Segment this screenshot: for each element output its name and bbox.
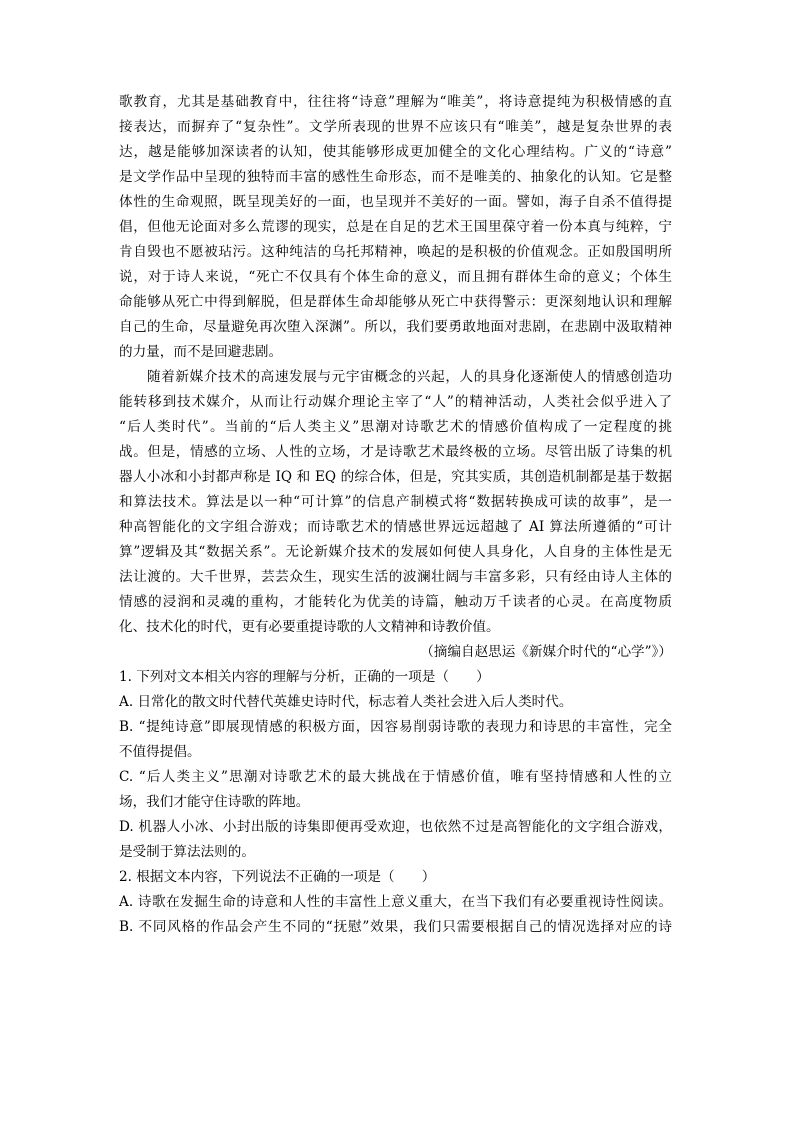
option-b: B. “提纯诗意”即展现情感的积极方面，因容易削弱诗歌的表现力和诗思的丰富性，完全 [119,719,672,735]
question-stem: 2. 根据文本内容，下列说法不正确的一项是（ ） [119,869,436,885]
paragraph-line: 歌教育，尤其是基础教育中，往往将“诗意”理解为“唯美”，将诗意提纯为积极情感的直 [119,94,672,110]
paragraph-line: 战。但是，情感的立场、人性的立场，才是诗歌艺术最终极的立场。尽管出版了诗集的机 [119,444,672,460]
paragraph-line: 和算法技术。算法是以一种“可计算”的信息产制模式将“数据转换成可读的故事”，是一 [119,494,672,510]
paragraph-line: 是文学作品中呈现的独特而丰富的感性生命形态，而不是唯美的、抽象化的认知。它是整 [119,169,672,185]
paragraph-line: “后人类时代”。当前的“后人类主义”思潮对诗歌艺术的情感价值构成了一定程度的挑 [119,419,672,435]
paragraph-line: 能转移到技术媒介，从而让行动媒介理论主宰了“人”的精神活动，人类社会似乎进入了 [119,394,672,410]
option-b-continued: 不值得提倡。 [119,744,201,760]
paragraph-line: 肯自毁也不愿被玷污。这种纯洁的乌托邦精神，唤起的是积极的价值观念。正如殷国明所 [119,244,672,260]
paragraph-line: 自己的生命，尽量避免再次堕入深渊”。所以，我们要勇敢地面对悲剧，在悲剧中汲取精神 [119,319,672,335]
option-b: B. 不同风格的作品会产生不同的“抚慰”效果，我们只需要根据自己的情况选择对应的诗 [119,919,672,935]
question-stem: 1. 下列对文本相关内容的理解与分析，正确的一项是（ ） [119,669,490,685]
paragraph-line: 倡，但他无论面对多么荒谬的现实，总是在自足的艺术王国里葆守着一份本真与纯粹，宁 [119,219,672,235]
paragraph-line: 种高智能化的文字组合游戏；而诗歌艺术的情感世界远远超越了 AI 算法所遵循的“可计 [119,519,672,535]
paragraph-line: 达，越是能够加深读者的认知，使其能够形成更加健全的文化心理结构。广义的“诗意” [119,144,672,160]
paragraph-line: 接表达，而摒弃了“复杂性”。文学所表现的世界不应该只有“唯美”，越是复杂世界的表 [119,119,672,135]
source-attribution: （摘编自赵思运《新媒介时代的“心学”》） [420,644,672,660]
option-a: A. 日常化的散文时代替代英雄史诗时代，标志着人类社会进入后人类时代。 [119,694,573,710]
option-d: D. 机器人小冰、小封出版的诗集即便再受欢迎，也依然不过是高智能化的文字组合游戏， [119,819,672,835]
paragraph-line: 算”逻辑及其“数据关系”。无论新媒介技术的发展如何使人具身化，人自身的主体性是无 [119,544,672,560]
paragraph-line: 化、技术化的时代，更有必要重提诗歌的人文精神和诗教价值。 [119,619,500,635]
paragraph-line: 的力量，而不是回避悲剧。 [119,344,283,360]
paragraph-line: 器人小冰和小封都声称是 IQ 和 EQ 的综合体，但是，究其实质，其创造机制都是基于数据 [119,469,672,485]
option-d-continued: 是受制于算法法则的。 [119,844,255,860]
paragraph-line: 说，对于诗人来说，“死亡不仅具有个体生命的意义，而且拥有群体生命的意义；个体生 [119,269,672,285]
option-c: C. “后人类主义”思潮对诗歌艺术的最大挑战在于情感价值，唯有坚持情感和人性的立 [119,769,672,785]
paragraph-line: 命能够从死亡中得到解脱，但是群体生命却能够从死亡中获得警示：更深刻地认识和理解 [119,294,672,310]
paragraph-line: 法让渡的。大千世界，芸芸众生，现实生活的波澜壮阔与丰富多彩，只有经由诗人主体的 [119,569,672,585]
paragraph-line: 随着新媒介技术的高速发展与元宇宙概念的兴起，人的具身化逐渐使人的情感创造功 [147,369,672,385]
option-a: A. 诗歌在发掘生命的诗意和人性的丰富性上意义重大，在当下我们有必要重视诗性阅读。 [119,894,672,910]
paragraph-line: 体性的生命观照，既呈现美好的一面，也呈现并不美好的一面。譬如，海子自杀不值得提 [119,194,672,210]
option-c-continued: 场，我们才能守住诗歌的阵地。 [119,794,310,810]
paragraph-line: 情感的浸润和灵魂的重构，才能转化为优美的诗篇，触动万千读者的心灵。在高度物质 [119,594,672,610]
